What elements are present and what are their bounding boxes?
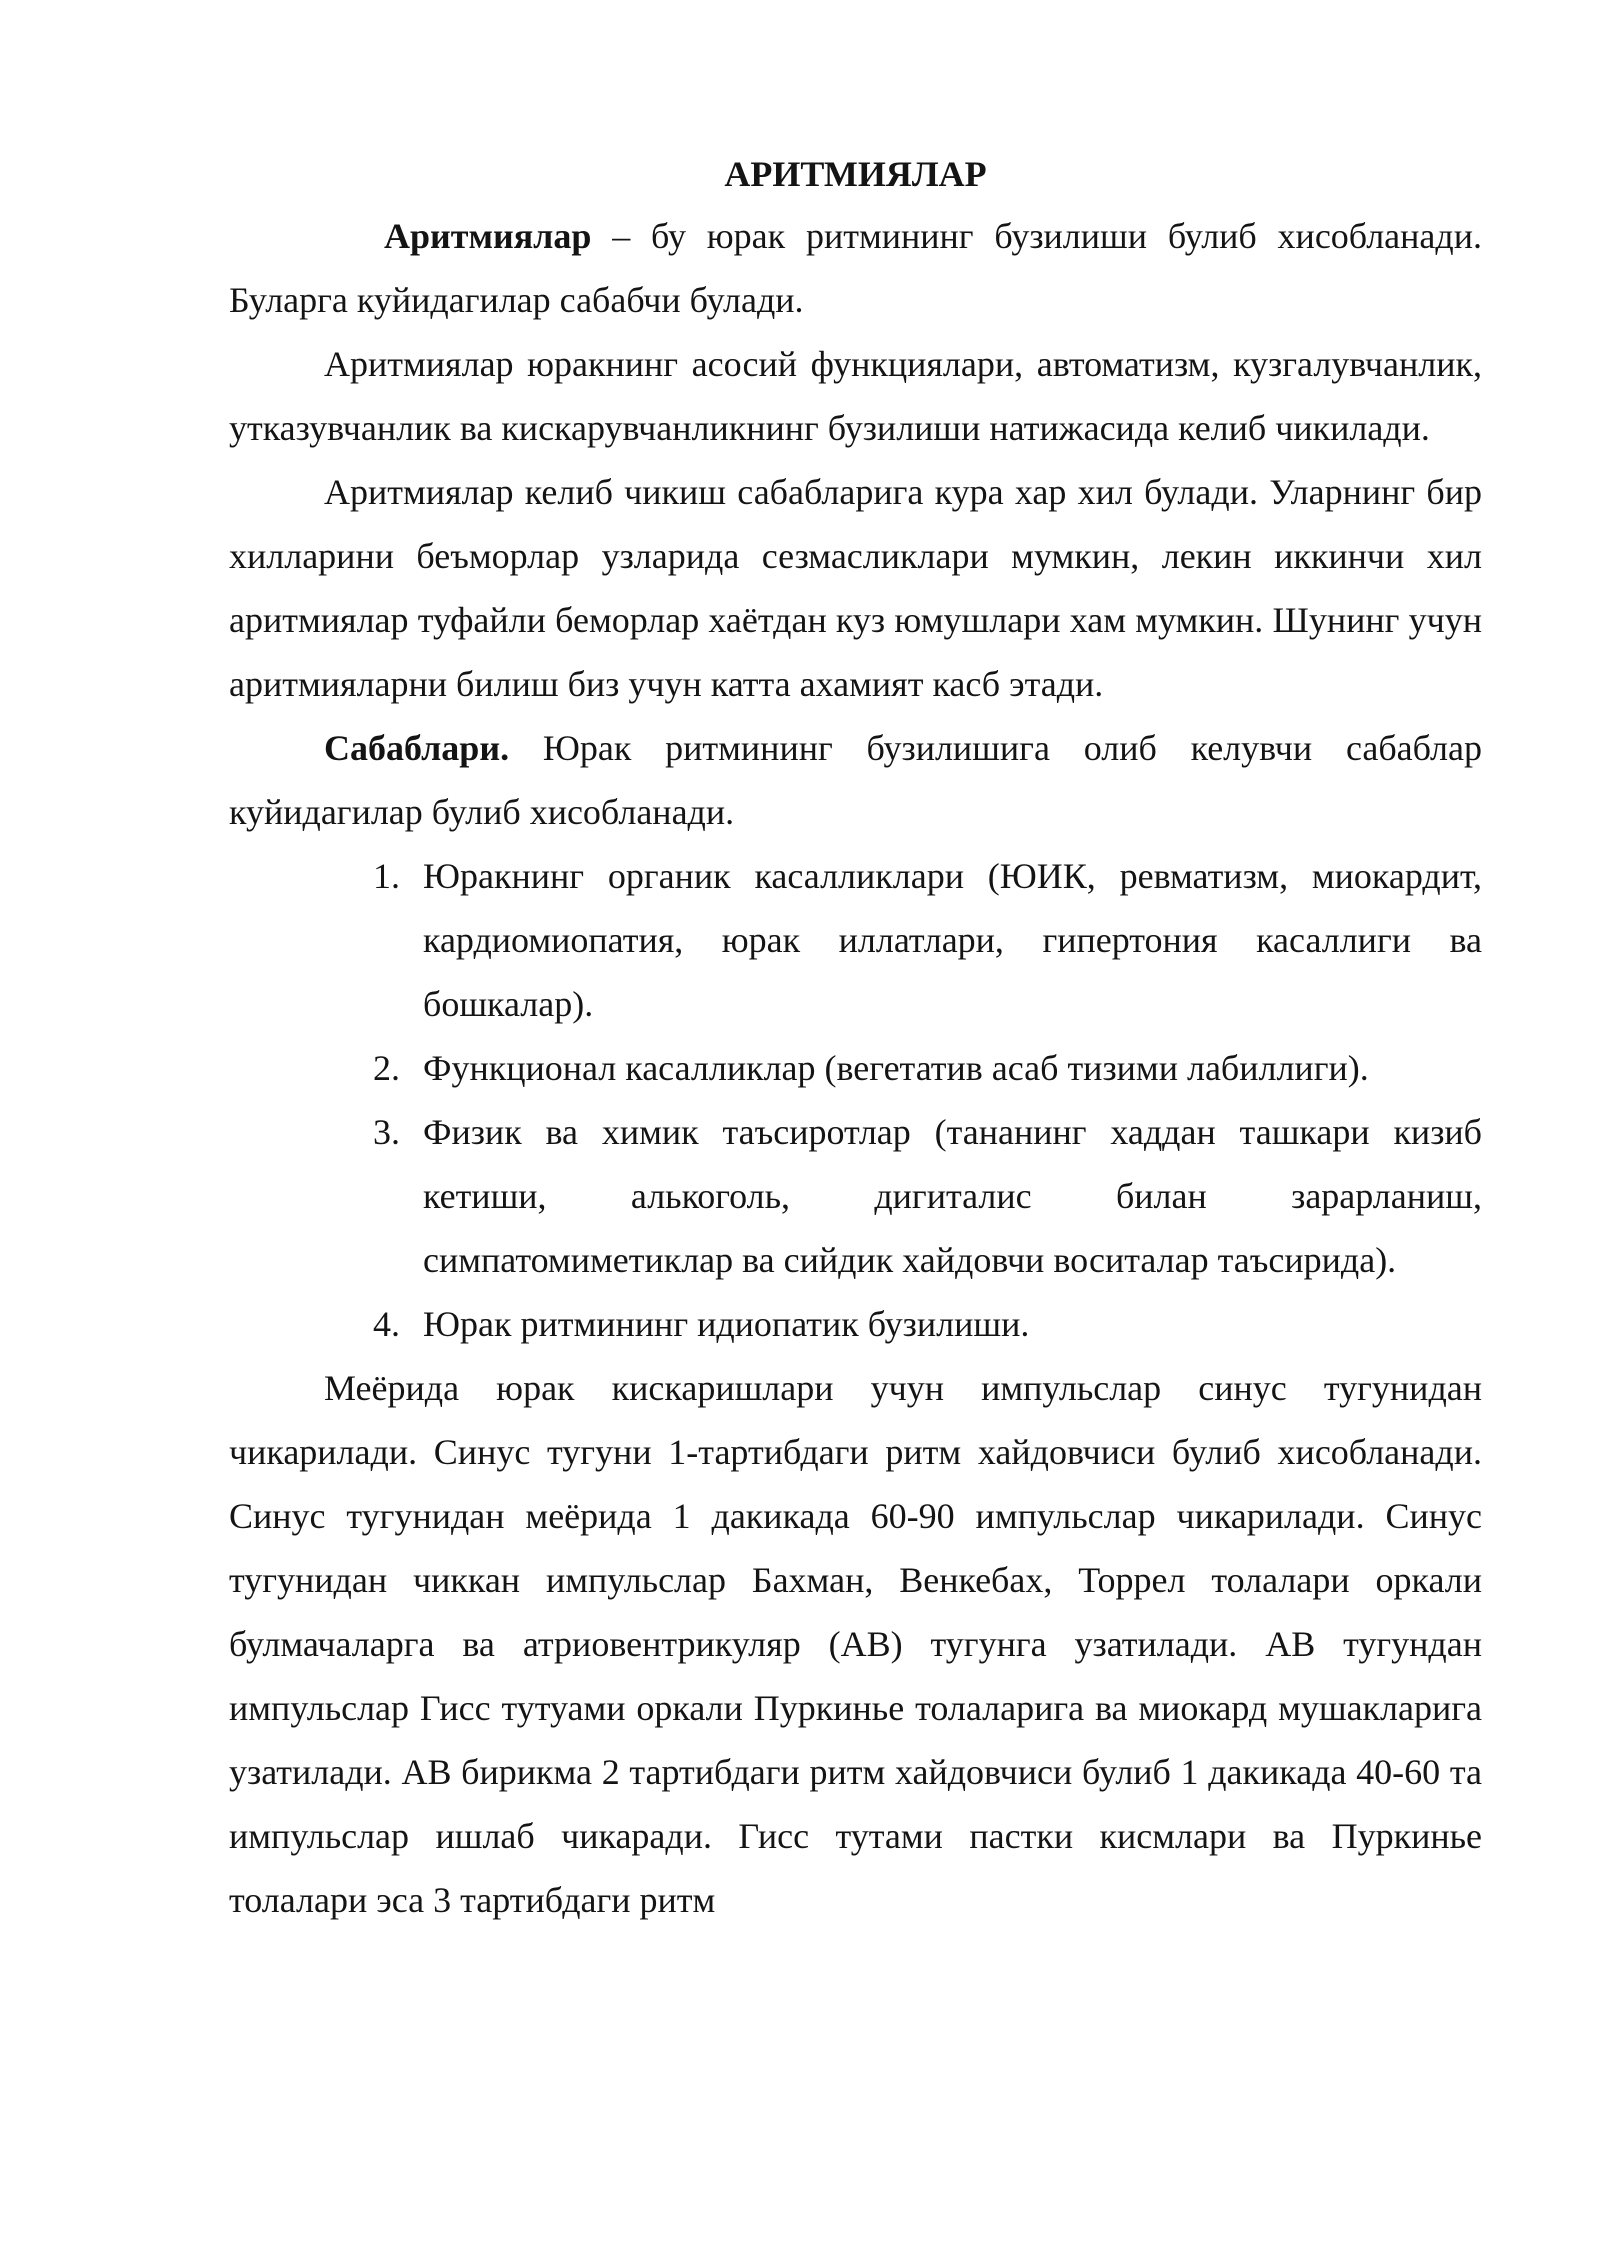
document-title: АРИТМИЯЛАР xyxy=(724,154,987,194)
causes-paragraph xyxy=(229,716,1482,844)
list-text: Функционал касалликлар (вегетатив асаб тизими лабиллиги). xyxy=(423,1048,1369,1088)
intro-paragraph xyxy=(229,204,1482,332)
list-text: Физик ва химик таъсиротлар (тананинг хаддан ташкари кизиб кетиши, алькоголь, дигиталис билан зарарланиш, симпатомиметиклар ва сийдик хайдовчи воситалар таъсирида). xyxy=(423,1112,1482,1280)
intro-term: Аритмиялар xyxy=(384,216,592,256)
intro-text: – бу юрак ритмининг бузилиши булиб хисобланади. Буларга куйидагилар сабабчи булади. xyxy=(229,216,1482,320)
list-item xyxy=(373,1292,1482,1356)
list-item xyxy=(373,1036,1482,1100)
list-number: 1. xyxy=(373,856,400,896)
list-text: Юракнинг органик касалликлари (ЮИК, ревматизм, миокардит, кардиомиопатия, юрак иллатлари, гипертония касаллиги ва бошкалар). xyxy=(423,856,1482,1024)
list-number: 2. xyxy=(373,1048,400,1088)
sinus-node-paragraph: Меёрида юрак кискаришлари учун импульслар синус тугунидан чикарилади. Синус тугуни 1-тартибдаги ритм хайдовчиси булиб хисобланади. Синус тугунидан меёрида 1 дакикада 60-90 импульслар чикарилади. Синус тугунидан чиккан импульслар Бахман, Венкебах, Торрел толалари оркали булмачаларга ва атриовентрикуляр (АВ) тугунга узатилади. АВ тугундан импульслар Гисс тутуами оркали Пуркинье толаларига ва миокард мушакларига узатилади. АВ бирикма 2 тартибдаги ритм хайдовчиси булиб 1 дакикада 40-60 та импульслар ишлаб чикаради. Гисс тутами пастки кисмлари ва Пуркинье толалари эса 3 тартибдаги ритм xyxy=(229,1368,1482,1920)
list-item xyxy=(373,1100,1482,1292)
causes-list xyxy=(229,844,1482,1356)
significance-paragraph: Аритмиялар келиб чикиш сабабларига кура хар хил булади. Уларнинг бир хилларини беъморлар узларида сезмасликлари мумкин, лекин иккинчи хил аритмиялар туфайли беморлар хаётдан куз юмушлари хам мумкин. Шунинг учун аритмияларни билиш биз учун катта ахамият касб этади. xyxy=(229,472,1482,704)
causes-heading: Сабаблари. xyxy=(324,728,510,768)
list-text: Юрак ритмининг идиопатик бузилиши. xyxy=(423,1304,1030,1344)
list-item xyxy=(373,844,1482,1036)
causes-intro-text: Юрак ритмининг бузилишига олиб келувчи сабаблар куйидагилар булиб хисобланади. xyxy=(229,728,1482,832)
list-number: 4. xyxy=(373,1304,400,1344)
list-number: 3. xyxy=(373,1112,400,1152)
functions-paragraph: Аритмиялар юракнинг асосий функциялари, автоматизм, кузгалувчанлик, утказувчанлик ва кискарувчанликнинг бузилиши натижасида келиб чикилади. xyxy=(229,344,1482,448)
